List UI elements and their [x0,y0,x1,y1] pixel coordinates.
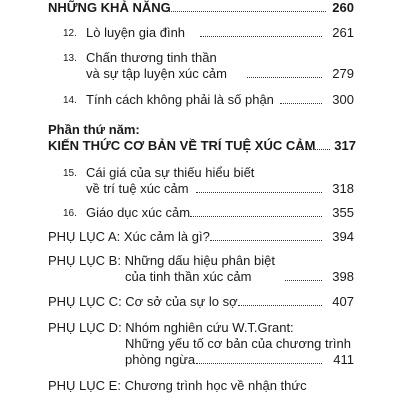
appendix-title: PHỤ LỤC D: Nhóm nghiên cứu W.T.Grant: [48,320,294,335]
page-number: 394 [332,229,354,244]
chapter-title-cont: về trí tuệ xúc cảm [86,181,189,196]
appendix-title-cont: của tinh thần xúc cảm [125,269,252,284]
chapter-title: Cái giá của sự thiếu hiểu biết [86,165,255,180]
page-number: 355 [332,205,354,220]
section-title: NHỮNG KHẢ NĂNG [48,0,171,15]
leader-dots [247,77,322,78]
appendix-title: PHỤ LỤC B: Những dấu hiệu phân biệt [48,253,275,268]
chapter-title: Lò luyện gia đình [86,25,186,40]
chapter-number: 13. [63,53,77,64]
leader-dots [196,363,322,364]
appendix-title: PHỤ LỤC A: Xúc cảm là gì? [48,229,210,244]
page-number: 407 [332,294,354,309]
appendix-title: PHỤ LỤC C: Cơ sở của sự lo sợ [48,294,238,309]
leader-dots [196,192,322,193]
page-number: 261 [332,25,354,40]
appendix-title-cont: Những yếu tố cơ bản của chương trình [125,336,351,351]
page-number: 300 [332,92,354,107]
appendix-title-cont: phòng ngừa [125,352,196,367]
leader-dots [190,216,322,217]
chapter-number: 14. [63,95,77,106]
page-number: 318 [332,181,354,196]
leader-dots [166,11,326,12]
page-number: 398 [332,269,354,284]
chapter-number: 12. [63,28,77,39]
page-number: 260 [332,0,354,15]
page-number: 279 [332,66,354,81]
leader-dots [238,305,322,306]
part-label: Phần thứ năm: [48,122,140,137]
chapter-number: 16. [63,208,77,219]
leader-dots [200,36,322,37]
appendix-title: PHỤ LỤC E: Chương trình học về nhận thức [48,378,307,393]
leader-dots [210,240,322,241]
chapter-title-cont: và sự tập luyện xúc cảm [86,66,227,81]
chapter-title: Tính cách không phải là số phận [86,92,274,107]
chapter-title: Chấn thương tinh thần [86,50,217,65]
part-title: KIẾN THỨC CƠ BẢN VỀ TRÍ TUỆ XÚC CẢM [48,138,316,153]
chapter-title: Giáo dục xúc cảm [86,205,191,220]
chapter-number: 15. [63,168,77,179]
page-number: 317 [334,138,356,153]
page-number: 411 [333,352,354,367]
